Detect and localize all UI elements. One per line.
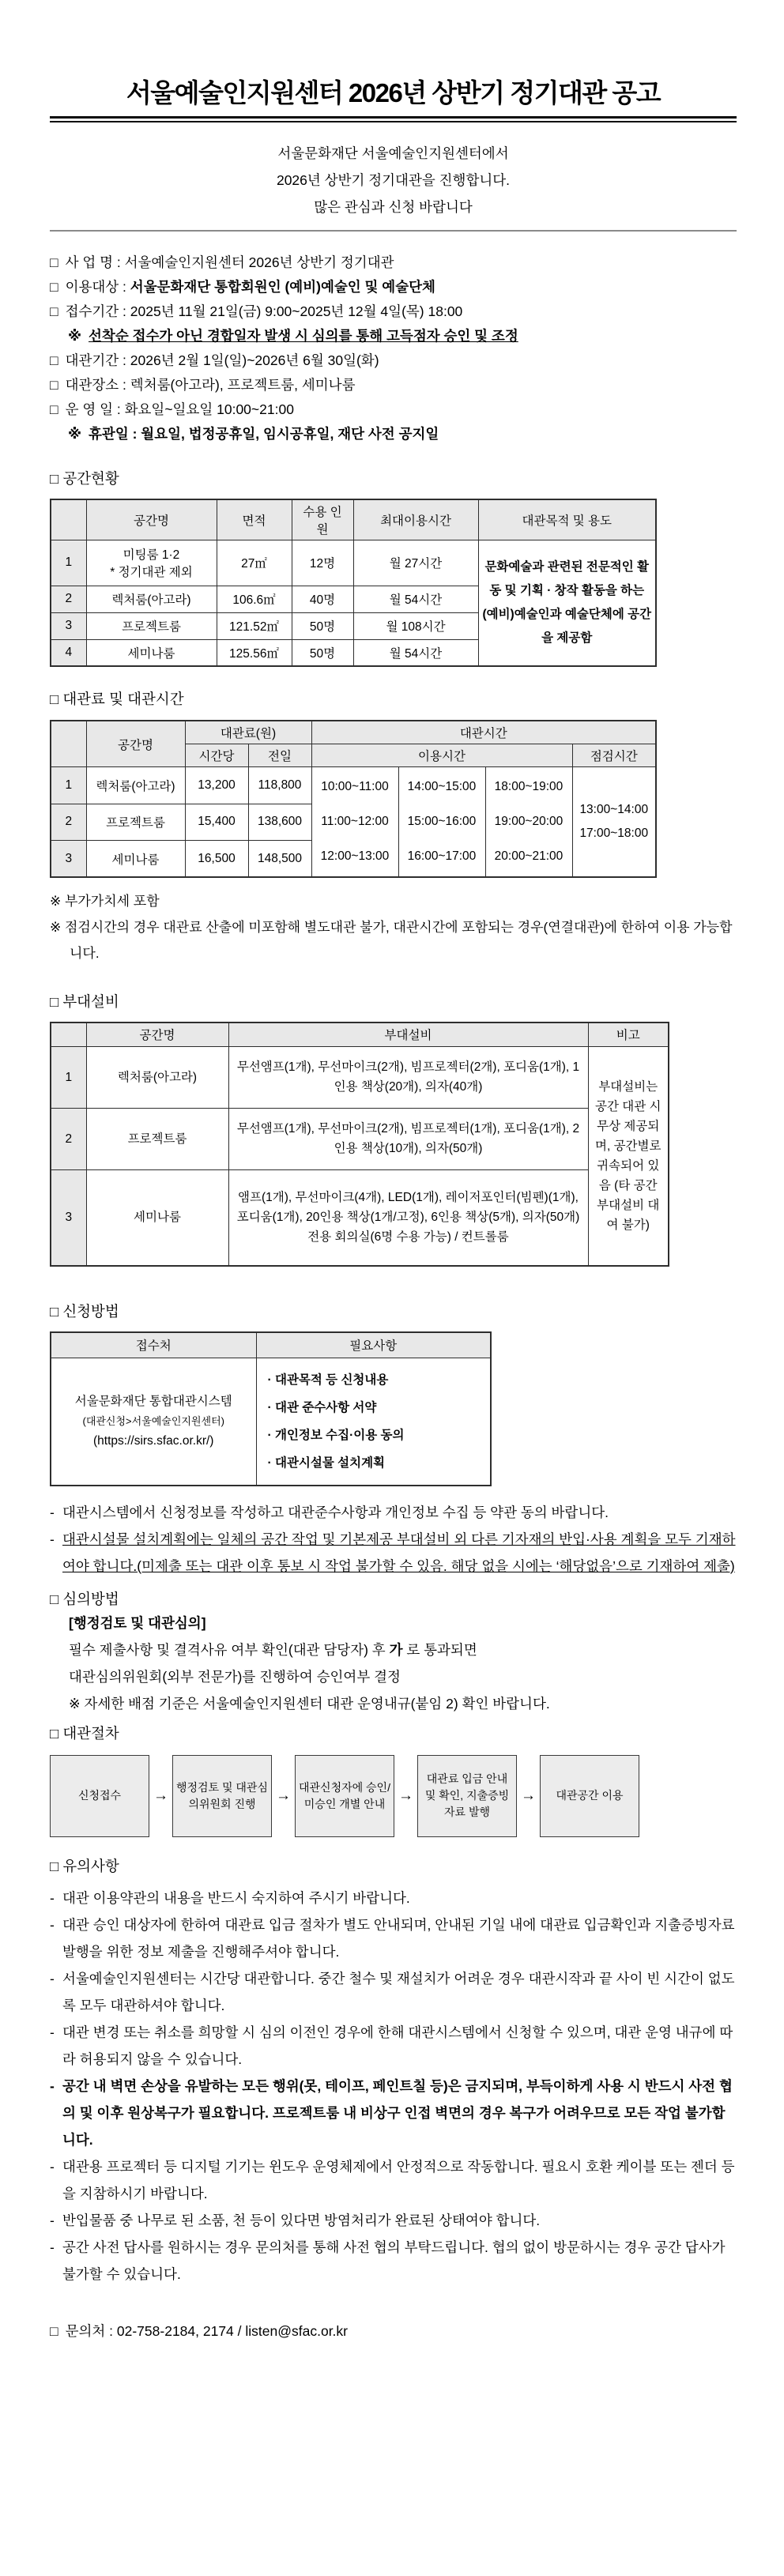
- requirement-item: · 대관목적 등 신청내용: [267, 1373, 389, 1387]
- overview-item-business: [50, 250, 737, 275]
- apply-bullet-text: 대관시설물 설치계획에는 일체의 공간 작업 및 기본제공 부대설비 외 다른 기자재의 반입·사용 계획을 모두 기재하여야 합니다.(미제출 또는 대관 이후 통보 시 작업 불가할 수 있음. 해당 없을 시에는 ‘해당없음’으로 기재하여 제출): [62, 1531, 736, 1574]
- space-name: 세미나룸: [86, 1169, 228, 1266]
- overview-value: 서울예술인지원센터 2026년 상반기 정기대관: [124, 254, 394, 270]
- square-bullet-icon: □: [50, 303, 58, 319]
- use-time: 10:00~11:00: [321, 780, 389, 794]
- space-capacity: 40명: [292, 586, 353, 612]
- overview-note-closed-days: [50, 422, 737, 446]
- row-number: 2: [51, 586, 86, 612]
- space-name: 프로젝트룸: [86, 612, 217, 639]
- apply-bullet-text: 대관시스템에서 신청정보를 작성하고 대관준수사항과 개인정보 수집 등 약관 동의 바랍니다.: [62, 1504, 609, 1520]
- table-row: [51, 1358, 491, 1486]
- notice-text: 공간 내 벽면 손상을 유발하는 모든 행위(못, 테이프, 페인트칠 등)은 금지되며, 부득이하게 사용 시 반드시 사전 협의 및 이후 원상복구가 필요합니다. 프로젝트룸 내 비상구 인접 벽면의 경우 복구가 어려우므로 모든 작업 불가합니다.: [62, 2077, 733, 2148]
- dash-bullet-icon: -: [50, 2212, 55, 2228]
- dash-bullet-icon: -: [50, 2077, 55, 2094]
- fee-fullday: 138,600: [248, 804, 311, 841]
- notice-item: [50, 1965, 737, 2019]
- section-heading-apply: □ 신청방법: [50, 1303, 119, 1320]
- fee-note: ※ 점검시간의 경우 대관료 산출에 미포함해 별도대관 불가, 대관시간에 포함되는 경우(연결대관)에 한하여 이용 가능합니다.: [50, 920, 733, 962]
- header-cell: 면적: [217, 499, 292, 540]
- contact-line: [50, 2319, 737, 2344]
- review-block: [50, 1610, 737, 1717]
- facility-items: [228, 1169, 588, 1266]
- header-cell: 공간명: [86, 1022, 228, 1046]
- use-time: 15:00~16:00: [407, 815, 477, 829]
- requirement-item: · 대관 준수사항 서약: [267, 1400, 377, 1414]
- dash-bullet-icon: -: [50, 1504, 55, 1520]
- overview-value: 서울문화재단 통합회원인 (예비)예술인 및 예술단체: [130, 278, 435, 295]
- notice-item: [50, 2073, 737, 2153]
- header-cell: 수용 인원: [292, 499, 353, 540]
- overview-item-apply-period: [50, 299, 737, 324]
- notice-text: 반입물품 중 나무로 된 소품, 천 등이 있다면 방염처리가 완료된 상태여야 합니다.: [62, 2212, 541, 2228]
- use-time: 18:00~19:00: [494, 780, 564, 794]
- square-bullet-icon: □: [50, 352, 58, 368]
- review-note: ※ 자세한 배점 기준은 서울예술인지원센터 대관 운영내규(붙임 2) 확인 바랍니다.: [69, 1695, 550, 1712]
- overview-item-rental-period: [50, 348, 737, 373]
- table-header-row: [51, 1332, 491, 1358]
- apply-table: [50, 1331, 492, 1486]
- section-heading-space-status: □ 공간현황: [50, 469, 119, 487]
- space-name-line: 미팅룸 1·2: [122, 548, 180, 563]
- apply-requirements: [256, 1358, 491, 1486]
- arrow-right-icon: →: [276, 1787, 291, 1804]
- overview-label: 이용대상 :: [65, 278, 130, 295]
- row-number: 3: [51, 841, 86, 878]
- review-line: 대관심의위원회(외부 전문가)를 진행하여 승인여부 결정: [69, 1668, 401, 1685]
- review-subheading: [행정검토 및 대관심의]: [69, 1614, 206, 1631]
- overview-value: 2026년 2월 1일(일)~2026년 6월 30일(화): [130, 352, 379, 368]
- header-cell: 부대설비: [228, 1022, 588, 1046]
- reception-system-name: 서울문화재단 통합대관시스템: [74, 1395, 232, 1409]
- row-number: 2: [51, 1108, 86, 1169]
- space-area: 121.52㎡: [217, 612, 292, 639]
- arrow-right-icon: →: [153, 1787, 168, 1804]
- notice-item: [50, 2234, 737, 2288]
- facility-remark: 부대설비는 공간 대관 시 무상 제공되며, 공간별로 귀속되어 있음 (타 공간 부대설비 대여 불가): [588, 1046, 669, 1266]
- row-number: 3: [51, 1169, 86, 1266]
- inspect-time: 17:00~18:00: [579, 827, 649, 841]
- flow-step-review: 행정검토 및 대관심의위원회 진행: [172, 1755, 272, 1837]
- notice-item: [50, 2207, 737, 2234]
- table-header-row: [51, 1022, 669, 1046]
- space-max-time: 월 27시간: [353, 540, 478, 586]
- header-cell: 비고: [588, 1022, 669, 1046]
- table-header-row: [51, 721, 656, 744]
- header-cell: [51, 721, 86, 767]
- row-number: 3: [51, 612, 86, 639]
- table-row: [51, 767, 656, 804]
- space-purpose: 문화예술과 관련된 전문적인 활동 및 기획 · 창작 활동을 하는 (예비)예술인과 예술단체에 공간을 제공함: [478, 540, 656, 666]
- arrow-right-icon: →: [521, 1787, 536, 1804]
- reference-mark-icon: ※: [68, 327, 82, 344]
- facility-items: 무선앰프(1개), 무선마이크(2개), 빔프로젝터(2개), 포디움(1개), 1인용 책상(20개), 의자(40개): [228, 1046, 588, 1108]
- use-time: 16:00~17:00: [407, 849, 477, 864]
- use-time-column: [398, 767, 485, 878]
- square-bullet-icon: □: [50, 278, 58, 295]
- section-divider-rule: [50, 230, 737, 232]
- section-heading-review: □ 심의방법: [50, 1590, 119, 1607]
- header-cell: [51, 499, 86, 540]
- fee-notes: [50, 888, 737, 966]
- overview-item-location: [50, 373, 737, 397]
- dash-bullet-icon: -: [50, 2024, 55, 2040]
- flow-step-use: 대관공간 이용: [540, 1755, 639, 1837]
- space-name: 렉처룸(아고라): [86, 586, 217, 612]
- fee-hourly: 15,400: [185, 804, 248, 841]
- apply-reception: [51, 1358, 256, 1486]
- fee-table: [50, 720, 657, 878]
- overview-note-text: 월요일, 법정공휴일, 임시공휴일, 재단 사전 공지일: [141, 425, 439, 442]
- facility-items-main: 앰프(1개), 무선마이크(4개), LED(1개), 레이저포인터(빔펜)(1개), 포디움(1개), 20인용 책상(1개/고정), 6인용 책상(5개), 의자(50개): [236, 1191, 580, 1225]
- space-area: 106.6㎡: [217, 586, 292, 612]
- square-bullet-icon: □: [50, 376, 58, 393]
- space-name: 프로젝트룸: [86, 804, 185, 841]
- facility-items-extra: 전용 회의실(6명 수용 가능) / 컨트롤룸: [307, 1230, 509, 1245]
- fee-fullday: 118,800: [248, 767, 311, 804]
- apply-bullet: [50, 1526, 737, 1580]
- notice-text: 대관용 프로젝터 등 디지털 기기는 윈도우 운영체제에서 안정적으로 작동합니다. 필요시 호환 케이블 또는 젠더 등을 지참하시기 바랍니다.: [62, 2158, 735, 2201]
- section-heading-facility: □ 부대설비: [50, 993, 119, 1011]
- contact-label: 문의처 :: [65, 2322, 117, 2339]
- dash-bullet-icon: -: [50, 1916, 55, 1933]
- overview-item-target: [50, 275, 737, 299]
- procedure-flow: [50, 1755, 737, 1837]
- contact-phone: 02-758-2184, 2174: [116, 2322, 234, 2339]
- space-capacity: 50명: [292, 612, 353, 639]
- space-name: 세미나룸: [86, 841, 185, 878]
- space-name: [86, 540, 217, 586]
- square-bullet-icon: □: [50, 2322, 58, 2339]
- space-max-time: 월 108시간: [353, 612, 478, 639]
- dash-bullet-icon: -: [50, 2158, 55, 2175]
- header-cell: [51, 1022, 86, 1046]
- row-number: 1: [51, 1046, 86, 1108]
- header-cell: 대관목적 및 용도: [478, 499, 656, 540]
- header-cell: 접수처: [51, 1332, 256, 1358]
- dash-bullet-icon: -: [50, 1531, 55, 1547]
- intro-line: 2026년 상반기 정기대관을 진행합니다.: [276, 171, 511, 188]
- space-max-time: 월 54시간: [353, 639, 478, 666]
- notice-text: 대관 변경 또는 취소를 희망할 시 심의 이전인 경우에 한해 대관시스템에서 신청할 수 있으며, 대관 운영 내규에 따라 허용되지 않을 수 있습니다.: [62, 2024, 733, 2067]
- space-name: 세미나룸: [86, 639, 217, 666]
- header-cell: 시간당: [185, 744, 248, 767]
- fee-hourly: 16,500: [185, 841, 248, 878]
- contact-email[interactable]: listen@sfac.or.kr: [245, 2322, 348, 2339]
- header-cell: 점검시간: [572, 744, 656, 767]
- use-time: 11:00~12:00: [321, 815, 389, 829]
- notice-list: [50, 1885, 737, 2288]
- space-name-note: * 정기대관 제외: [110, 566, 193, 580]
- header-cell: 전일: [248, 744, 311, 767]
- section-heading-notice: □ 유의사항: [50, 1857, 119, 1874]
- header-cell: 필요사항: [256, 1332, 491, 1358]
- inspect-time-column: [572, 767, 656, 878]
- review-line: [69, 1636, 737, 1663]
- notice-text: 서울예술인지원센터는 시간당 대관합니다. 중간 철수 및 재설치가 어려운 경우 대관시작과 끝 사이 빈 시간이 없도록 모두 대관하셔야 합니다.: [62, 1970, 735, 2013]
- flow-step-apply: 신청접수: [50, 1755, 149, 1837]
- use-time-column: [485, 767, 572, 878]
- page-title: 서울예술인지원센터 2026년 상반기 정기대관 공고: [126, 78, 661, 107]
- space-name: 렉처룸(아고라): [86, 767, 185, 804]
- row-number: 2: [51, 804, 86, 841]
- space-capacity: 50명: [292, 639, 353, 666]
- fee-note: ※ 부가가치세 포함: [50, 894, 160, 910]
- arrow-right-icon: →: [398, 1787, 413, 1804]
- space-area: 27㎡: [217, 540, 292, 586]
- apply-bullets: [50, 1499, 737, 1580]
- overview-value: 화요일~일요일 10:00~21:00: [124, 401, 294, 417]
- square-bullet-icon: □: [50, 254, 58, 270]
- dash-bullet-icon: -: [50, 1889, 55, 1906]
- flow-step-payment: 대관료 입금 안내 및 확인, 지출증빙자료 발행: [417, 1755, 517, 1837]
- section-heading-procedure: □ 대관절차: [50, 1724, 119, 1742]
- space-status-table: [50, 499, 657, 668]
- intro-line: 서울문화재단 서울예술인지원센터에서: [277, 145, 509, 161]
- header-cell: 최대이용시간: [353, 499, 478, 540]
- notice-item: [50, 2153, 737, 2207]
- overview-note-competition: [50, 324, 737, 348]
- row-number: 1: [51, 767, 86, 804]
- notice-text: 대관 이용약관의 내용을 반드시 숙지하여 주시기 바랍니다.: [62, 1889, 410, 1906]
- reception-menu-path: (대관신청>서울예술인지원센터): [82, 1415, 224, 1428]
- overview-item-operating-day: [50, 397, 737, 422]
- section-heading-fee: □ 대관료 및 대관시간: [50, 691, 184, 708]
- header-cell: 대관시간: [311, 721, 656, 744]
- overview-note-label: 휴관일 :: [89, 425, 141, 442]
- requirement-item: · 대관시설물 설치계획: [267, 1456, 386, 1470]
- overview-label: 운 영 일 :: [65, 401, 125, 417]
- square-bullet-icon: □: [50, 401, 58, 417]
- review-line-text: 필수 제출사항 및 결격사유 여부 확인(대관 담당자) 후: [69, 1641, 390, 1658]
- space-name: 프로젝트룸: [86, 1108, 228, 1169]
- notice-text: 대관 승인 대상자에 한하여 대관료 입금 절차가 별도 안내되며, 안내된 기일 내에 대관료 입금확인과 지출증빙자료 발행을 위한 정보 제출을 진행해주셔야 합니다.: [62, 1916, 735, 1960]
- title-double-rule: [50, 116, 737, 122]
- space-name: 렉처룸(아고라): [86, 1046, 228, 1108]
- apply-bullet: [50, 1499, 737, 1526]
- row-number: 1: [51, 540, 86, 586]
- overview-label: 대관기간 :: [65, 352, 130, 368]
- notice-item: [50, 1885, 737, 1911]
- use-time: 14:00~15:00: [407, 780, 477, 794]
- overview-label: 사 업 명 :: [65, 254, 125, 270]
- header-cell: 대관료(원): [185, 721, 311, 744]
- table-row: [51, 1169, 669, 1266]
- overview-label: 접수기간 :: [65, 303, 130, 319]
- use-time: 12:00~13:00: [320, 849, 390, 864]
- space-max-time: 월 54시간: [353, 586, 478, 612]
- use-time: 19:00~20:00: [494, 815, 564, 829]
- flow-step-notify: 대관신청자에 승인/미승인 개별 안내: [295, 1755, 394, 1837]
- dash-bullet-icon: -: [50, 2239, 55, 2255]
- row-number: 4: [51, 639, 86, 666]
- space-capacity: 12명: [292, 540, 353, 586]
- review-line-text: 로 통과되면: [402, 1641, 477, 1658]
- fee-fullday: 148,500: [248, 841, 311, 878]
- overview-value: 렉처룸(아고라), 프로젝트룸, 세미나룸: [130, 376, 356, 393]
- facility-table: [50, 1022, 669, 1267]
- intro-line: 많은 관심과 신청 바랍니다: [314, 198, 473, 215]
- header-cell: 이용시간: [311, 744, 572, 767]
- reception-url[interactable]: (https://sirs.sfac.or.kr/): [93, 1434, 214, 1448]
- overview-value: 2025년 11월 21일(금) 9:00~2025년 12월 4일(목) 18:00: [130, 303, 463, 319]
- header-cell: 공간명: [86, 721, 185, 767]
- reference-mark-icon: ※: [68, 425, 82, 442]
- intro-paragraph: [50, 140, 737, 220]
- table-row: [51, 1046, 669, 1108]
- review-pass-grade: 가: [389, 1641, 403, 1658]
- contact-separator: /: [233, 2322, 246, 2339]
- dash-bullet-icon: -: [50, 1970, 55, 1987]
- space-area: 125.56㎡: [217, 639, 292, 666]
- header-cell: 공간명: [86, 499, 217, 540]
- inspect-time: 13:00~14:00: [579, 803, 649, 817]
- fee-hourly: 13,200: [185, 767, 248, 804]
- table-row: [51, 540, 656, 586]
- table-row: [51, 1108, 669, 1169]
- requirement-item: · 개인정보 수집·이용 동의: [267, 1428, 405, 1442]
- notice-item: [50, 2019, 737, 2073]
- use-time: 20:00~21:00: [494, 849, 564, 864]
- overview-label: 대관장소 :: [65, 376, 130, 393]
- facility-items: 무선앰프(1개), 무선마이크(2개), 빔프로젝터(1개), 포디움(1개), 2인용 책상(10개), 의자(50개): [228, 1108, 588, 1169]
- notice-item: [50, 1911, 737, 1965]
- overview-note-text: 선착순 접수가 아닌 경합일자 발생 시 심의를 통해 고득점자 승인 및 조정: [89, 327, 518, 344]
- overview-list: [50, 250, 737, 446]
- use-time-column: [311, 767, 398, 878]
- notice-text: 공간 사전 답사를 원하시는 경우 문의처를 통해 사전 협의 부탁드립니다. 협의 없이 방문하시는 경우 공간 답사가 불가할 수 있습니다.: [62, 2239, 726, 2282]
- table-header-row: [51, 499, 656, 540]
